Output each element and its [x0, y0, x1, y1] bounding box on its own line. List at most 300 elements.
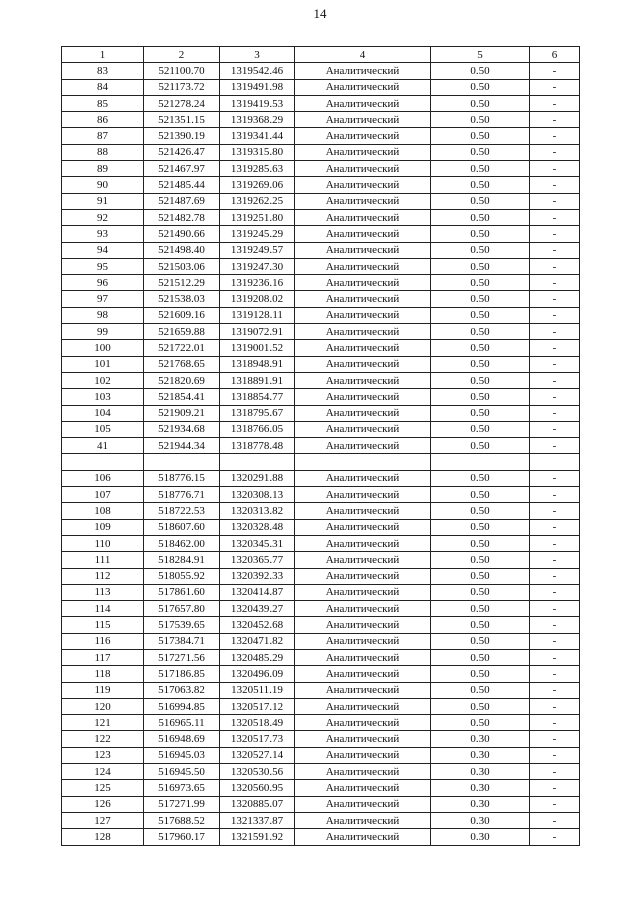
y-coordinate-cell: 1321337.87	[220, 812, 295, 828]
y-coordinate-cell: 1320452.68	[220, 617, 295, 633]
note-cell	[530, 454, 580, 470]
point-number-cell: 101	[62, 356, 144, 372]
table-row	[62, 747, 580, 763]
point-number-cell: 121	[62, 715, 144, 731]
note-cell: -	[530, 421, 580, 437]
x-coordinate-cell: 518776.71	[144, 487, 220, 503]
accuracy-cell: 0.50	[431, 503, 530, 519]
method-cell: Аналитический	[295, 796, 431, 812]
method-cell: Аналитический	[295, 568, 431, 584]
method-cell: Аналитический	[295, 682, 431, 698]
accuracy-cell: 0.30	[431, 829, 530, 845]
y-coordinate-cell: 1319542.46	[220, 63, 295, 79]
y-coordinate-cell: 1318766.05	[220, 421, 295, 437]
accuracy-cell: 0.50	[431, 79, 530, 95]
note-cell: -	[530, 812, 580, 828]
x-coordinate-cell: 521498.40	[144, 242, 220, 258]
table-row	[62, 715, 580, 731]
y-coordinate-cell: 1320517.73	[220, 731, 295, 747]
accuracy-cell: 0.50	[431, 535, 530, 551]
note-cell: -	[530, 780, 580, 796]
accuracy-cell: 0.50	[431, 193, 530, 209]
table-row	[62, 242, 580, 258]
x-coordinate-cell: 517186.85	[144, 666, 220, 682]
point-number-cell: 109	[62, 519, 144, 535]
note-cell: -	[530, 584, 580, 600]
note-cell: -	[530, 144, 580, 160]
accuracy-cell: 0.50	[431, 356, 530, 372]
column-header: 3	[220, 47, 295, 63]
note-cell: -	[530, 177, 580, 193]
note-cell: -	[530, 95, 580, 111]
method-cell: Аналитический	[295, 226, 431, 242]
table-body	[62, 63, 580, 845]
table-row	[62, 812, 580, 828]
table-row	[62, 649, 580, 665]
point-number-cell: 88	[62, 144, 144, 160]
point-number-cell: 93	[62, 226, 144, 242]
method-cell: Аналитический	[295, 193, 431, 209]
note-cell: -	[530, 617, 580, 633]
y-coordinate-cell: 1321591.92	[220, 829, 295, 845]
y-coordinate-cell: 1318778.48	[220, 438, 295, 454]
y-coordinate-cell: 1320530.56	[220, 764, 295, 780]
point-number-cell: 107	[62, 487, 144, 503]
x-coordinate-cell: 521490.66	[144, 226, 220, 242]
note-cell: -	[530, 535, 580, 551]
table-row	[62, 356, 580, 372]
point-number-cell: 96	[62, 275, 144, 291]
note-cell: -	[530, 258, 580, 274]
note-cell: -	[530, 438, 580, 454]
y-coordinate-cell: 1319251.80	[220, 209, 295, 225]
note-cell: -	[530, 796, 580, 812]
accuracy-cell: 0.50	[431, 389, 530, 405]
table-row	[62, 698, 580, 714]
method-cell: Аналитический	[295, 340, 431, 356]
method-cell: Аналитический	[295, 584, 431, 600]
accuracy-cell: 0.50	[431, 438, 530, 454]
table-row	[62, 470, 580, 486]
note-cell: -	[530, 63, 580, 79]
x-coordinate-cell: 517063.82	[144, 682, 220, 698]
method-cell: Аналитический	[295, 503, 431, 519]
method-cell: Аналитический	[295, 161, 431, 177]
note-cell: -	[530, 487, 580, 503]
point-number-cell: 105	[62, 421, 144, 437]
method-cell: Аналитический	[295, 519, 431, 535]
x-coordinate-cell: 521467.97	[144, 161, 220, 177]
accuracy-cell: 0.50	[431, 258, 530, 274]
x-coordinate-cell: 518055.92	[144, 568, 220, 584]
accuracy-cell: 0.50	[431, 372, 530, 388]
y-coordinate-cell: 1318854.77	[220, 389, 295, 405]
y-coordinate-cell: 1320885.07	[220, 796, 295, 812]
table-row	[62, 454, 580, 470]
method-cell: Аналитический	[295, 112, 431, 128]
point-number-cell: 85	[62, 95, 144, 111]
method-cell: Аналитический	[295, 324, 431, 340]
point-number-cell: 110	[62, 535, 144, 551]
note-cell: -	[530, 731, 580, 747]
x-coordinate-cell: 517384.71	[144, 633, 220, 649]
accuracy-cell: 0.50	[431, 307, 530, 323]
table-row	[62, 324, 580, 340]
point-number-cell: 106	[62, 470, 144, 486]
table-row	[62, 177, 580, 193]
method-cell: Аналитический	[295, 698, 431, 714]
point-number-cell: 103	[62, 389, 144, 405]
y-coordinate-cell: 1320308.13	[220, 487, 295, 503]
table-row	[62, 633, 580, 649]
method-cell: Аналитический	[295, 535, 431, 551]
x-coordinate-cell: 521944.34	[144, 438, 220, 454]
note-cell: -	[530, 682, 580, 698]
accuracy-cell: 0.30	[431, 780, 530, 796]
table-row	[62, 95, 580, 111]
y-coordinate-cell: 1319128.11	[220, 307, 295, 323]
table-row	[62, 438, 580, 454]
note-cell: -	[530, 470, 580, 486]
method-cell	[295, 454, 431, 470]
table-row	[62, 112, 580, 128]
y-coordinate-cell	[220, 454, 295, 470]
table-row	[62, 405, 580, 421]
table-row	[62, 503, 580, 519]
point-number-cell: 112	[62, 568, 144, 584]
note-cell: -	[530, 747, 580, 763]
point-number-cell: 118	[62, 666, 144, 682]
x-coordinate-cell: 516965.11	[144, 715, 220, 731]
accuracy-cell	[431, 454, 530, 470]
method-cell: Аналитический	[295, 177, 431, 193]
table-row	[62, 682, 580, 698]
point-number-cell: 128	[62, 829, 144, 845]
y-coordinate-cell: 1320291.88	[220, 470, 295, 486]
point-number-cell: 115	[62, 617, 144, 633]
point-number-cell	[62, 454, 144, 470]
method-cell: Аналитический	[295, 275, 431, 291]
accuracy-cell: 0.50	[431, 698, 530, 714]
method-cell: Аналитический	[295, 209, 431, 225]
coordinates-table	[61, 46, 580, 846]
y-coordinate-cell: 1320392.33	[220, 568, 295, 584]
method-cell: Аналитический	[295, 405, 431, 421]
point-number-cell: 122	[62, 731, 144, 747]
y-coordinate-cell: 1320345.31	[220, 535, 295, 551]
note-cell: -	[530, 242, 580, 258]
accuracy-cell: 0.50	[431, 324, 530, 340]
x-coordinate-cell: 516945.03	[144, 747, 220, 763]
y-coordinate-cell: 1319001.52	[220, 340, 295, 356]
note-cell: -	[530, 552, 580, 568]
point-number-cell: 120	[62, 698, 144, 714]
y-coordinate-cell: 1319247.30	[220, 258, 295, 274]
y-coordinate-cell: 1319269.06	[220, 177, 295, 193]
table-row	[62, 601, 580, 617]
y-coordinate-cell: 1320365.77	[220, 552, 295, 568]
accuracy-cell: 0.50	[431, 128, 530, 144]
y-coordinate-cell: 1320496.09	[220, 666, 295, 682]
point-number-cell: 41	[62, 438, 144, 454]
x-coordinate-cell: 521426.47	[144, 144, 220, 160]
point-number-cell: 99	[62, 324, 144, 340]
x-coordinate-cell: 518284.91	[144, 552, 220, 568]
x-coordinate-cell: 516945.50	[144, 764, 220, 780]
accuracy-cell: 0.50	[431, 242, 530, 258]
point-number-cell: 87	[62, 128, 144, 144]
x-coordinate-cell: 518607.60	[144, 519, 220, 535]
accuracy-cell: 0.50	[431, 666, 530, 682]
x-coordinate-cell: 517960.17	[144, 829, 220, 845]
point-number-cell: 114	[62, 601, 144, 617]
point-number-cell: 84	[62, 79, 144, 95]
point-number-cell: 92	[62, 209, 144, 225]
accuracy-cell: 0.30	[431, 764, 530, 780]
table-row	[62, 193, 580, 209]
x-coordinate-cell: 516994.85	[144, 698, 220, 714]
table-row	[62, 535, 580, 551]
point-number-cell: 117	[62, 649, 144, 665]
method-cell: Аналитический	[295, 356, 431, 372]
note-cell: -	[530, 226, 580, 242]
method-cell: Аналитический	[295, 731, 431, 747]
point-number-cell: 113	[62, 584, 144, 600]
y-coordinate-cell: 1320485.29	[220, 649, 295, 665]
table-row	[62, 421, 580, 437]
y-coordinate-cell: 1319208.02	[220, 291, 295, 307]
x-coordinate-cell: 521503.06	[144, 258, 220, 274]
y-coordinate-cell: 1319285.63	[220, 161, 295, 177]
table-row	[62, 63, 580, 79]
note-cell: -	[530, 601, 580, 617]
column-header: 2	[144, 47, 220, 63]
point-number-cell: 89	[62, 161, 144, 177]
method-cell: Аналитический	[295, 372, 431, 388]
method-cell: Аналитический	[295, 487, 431, 503]
accuracy-cell: 0.50	[431, 177, 530, 193]
x-coordinate-cell	[144, 454, 220, 470]
accuracy-cell: 0.50	[431, 63, 530, 79]
accuracy-cell: 0.50	[431, 601, 530, 617]
y-coordinate-cell: 1320527.14	[220, 747, 295, 763]
table-row	[62, 731, 580, 747]
x-coordinate-cell: 521482.78	[144, 209, 220, 225]
accuracy-cell: 0.50	[431, 405, 530, 421]
table-row	[62, 258, 580, 274]
method-cell: Аналитический	[295, 79, 431, 95]
table-row	[62, 209, 580, 225]
note-cell: -	[530, 715, 580, 731]
accuracy-cell: 0.50	[431, 568, 530, 584]
method-cell: Аналитический	[295, 242, 431, 258]
table-row	[62, 666, 580, 682]
y-coordinate-cell: 1319341.44	[220, 128, 295, 144]
x-coordinate-cell: 521722.01	[144, 340, 220, 356]
page-number: 14	[313, 6, 327, 21]
accuracy-cell: 0.50	[431, 584, 530, 600]
method-cell: Аналитический	[295, 552, 431, 568]
note-cell: -	[530, 307, 580, 323]
accuracy-cell: 0.50	[431, 291, 530, 307]
x-coordinate-cell: 521659.88	[144, 324, 220, 340]
y-coordinate-cell: 1320439.27	[220, 601, 295, 617]
method-cell: Аналитический	[295, 829, 431, 845]
table-row	[62, 780, 580, 796]
method-cell: Аналитический	[295, 128, 431, 144]
x-coordinate-cell: 517688.52	[144, 812, 220, 828]
column-header: 4	[295, 47, 431, 63]
header-row	[62, 47, 580, 63]
table-row	[62, 372, 580, 388]
method-cell: Аналитический	[295, 617, 431, 633]
note-cell: -	[530, 633, 580, 649]
y-coordinate-cell: 1320471.82	[220, 633, 295, 649]
point-number-cell: 104	[62, 405, 144, 421]
y-coordinate-cell: 1318948.91	[220, 356, 295, 372]
note-cell: -	[530, 79, 580, 95]
accuracy-cell: 0.30	[431, 796, 530, 812]
point-number-cell: 97	[62, 291, 144, 307]
accuracy-cell: 0.50	[431, 715, 530, 731]
method-cell: Аналитический	[295, 601, 431, 617]
accuracy-cell: 0.50	[431, 144, 530, 160]
note-cell: -	[530, 649, 580, 665]
accuracy-cell: 0.50	[431, 226, 530, 242]
table-row	[62, 291, 580, 307]
point-number-cell: 123	[62, 747, 144, 763]
note-cell: -	[530, 356, 580, 372]
y-coordinate-cell: 1320328.48	[220, 519, 295, 535]
note-cell: -	[530, 764, 580, 780]
x-coordinate-cell: 521351.15	[144, 112, 220, 128]
x-coordinate-cell: 521934.68	[144, 421, 220, 437]
point-number-cell: 91	[62, 193, 144, 209]
method-cell: Аналитический	[295, 438, 431, 454]
accuracy-cell: 0.30	[431, 731, 530, 747]
x-coordinate-cell: 521609.16	[144, 307, 220, 323]
table-row	[62, 144, 580, 160]
x-coordinate-cell: 517657.80	[144, 601, 220, 617]
table-row	[62, 389, 580, 405]
point-number-cell: 125	[62, 780, 144, 796]
table-row	[62, 796, 580, 812]
accuracy-cell: 0.50	[431, 552, 530, 568]
table-row	[62, 307, 580, 323]
x-coordinate-cell: 521512.29	[144, 275, 220, 291]
note-cell: -	[530, 161, 580, 177]
x-coordinate-cell: 518462.00	[144, 535, 220, 551]
note-cell: -	[530, 405, 580, 421]
point-number-cell: 83	[62, 63, 144, 79]
x-coordinate-cell: 521820.69	[144, 372, 220, 388]
column-header: 1	[62, 47, 144, 63]
point-number-cell: 108	[62, 503, 144, 519]
method-cell: Аналитический	[295, 144, 431, 160]
note-cell: -	[530, 389, 580, 405]
method-cell: Аналитический	[295, 812, 431, 828]
y-coordinate-cell: 1319245.29	[220, 226, 295, 242]
method-cell: Аналитический	[295, 470, 431, 486]
point-number-cell: 119	[62, 682, 144, 698]
x-coordinate-cell: 521538.03	[144, 291, 220, 307]
y-coordinate-cell: 1320511.19	[220, 682, 295, 698]
method-cell: Аналитический	[295, 780, 431, 796]
note-cell: -	[530, 568, 580, 584]
x-coordinate-cell: 516973.65	[144, 780, 220, 796]
y-coordinate-cell: 1319491.98	[220, 79, 295, 95]
table-row	[62, 79, 580, 95]
method-cell: Аналитический	[295, 63, 431, 79]
point-number-cell: 102	[62, 372, 144, 388]
point-number-cell: 95	[62, 258, 144, 274]
accuracy-cell: 0.50	[431, 682, 530, 698]
method-cell: Аналитический	[295, 389, 431, 405]
point-number-cell: 111	[62, 552, 144, 568]
accuracy-cell: 0.50	[431, 95, 530, 111]
method-cell: Аналитический	[295, 649, 431, 665]
y-coordinate-cell: 1319249.57	[220, 242, 295, 258]
accuracy-cell: 0.50	[431, 209, 530, 225]
note-cell: -	[530, 503, 580, 519]
point-number-cell: 98	[62, 307, 144, 323]
table-row	[62, 487, 580, 503]
table-row	[62, 552, 580, 568]
table-row	[62, 519, 580, 535]
x-coordinate-cell: 521487.69	[144, 193, 220, 209]
method-cell: Аналитический	[295, 764, 431, 780]
column-header: 6	[530, 47, 580, 63]
table-row	[62, 226, 580, 242]
method-cell: Аналитический	[295, 421, 431, 437]
accuracy-cell: 0.50	[431, 275, 530, 291]
x-coordinate-cell: 521909.21	[144, 405, 220, 421]
x-coordinate-cell: 518722.53	[144, 503, 220, 519]
y-coordinate-cell: 1319236.16	[220, 275, 295, 291]
point-number-cell: 94	[62, 242, 144, 258]
method-cell: Аналитический	[295, 95, 431, 111]
x-coordinate-cell: 521768.65	[144, 356, 220, 372]
method-cell: Аналитический	[295, 633, 431, 649]
x-coordinate-cell: 518776.15	[144, 470, 220, 486]
note-cell: -	[530, 340, 580, 356]
note-cell: -	[530, 698, 580, 714]
accuracy-cell: 0.50	[431, 421, 530, 437]
note-cell: -	[530, 519, 580, 535]
point-number-cell: 90	[62, 177, 144, 193]
table-row	[62, 568, 580, 584]
table-row	[62, 584, 580, 600]
accuracy-cell: 0.50	[431, 487, 530, 503]
accuracy-cell: 0.50	[431, 633, 530, 649]
x-coordinate-cell: 521173.72	[144, 79, 220, 95]
accuracy-cell: 0.50	[431, 112, 530, 128]
table-row	[62, 161, 580, 177]
point-number-cell: 100	[62, 340, 144, 356]
method-cell: Аналитический	[295, 747, 431, 763]
point-number-cell: 86	[62, 112, 144, 128]
y-coordinate-cell: 1320313.82	[220, 503, 295, 519]
method-cell: Аналитический	[295, 666, 431, 682]
method-cell: Аналитический	[295, 291, 431, 307]
point-number-cell: 127	[62, 812, 144, 828]
column-header: 5	[431, 47, 530, 63]
accuracy-cell: 0.30	[431, 747, 530, 763]
x-coordinate-cell: 517271.99	[144, 796, 220, 812]
note-cell: -	[530, 128, 580, 144]
y-coordinate-cell: 1320518.49	[220, 715, 295, 731]
method-cell: Аналитический	[295, 258, 431, 274]
